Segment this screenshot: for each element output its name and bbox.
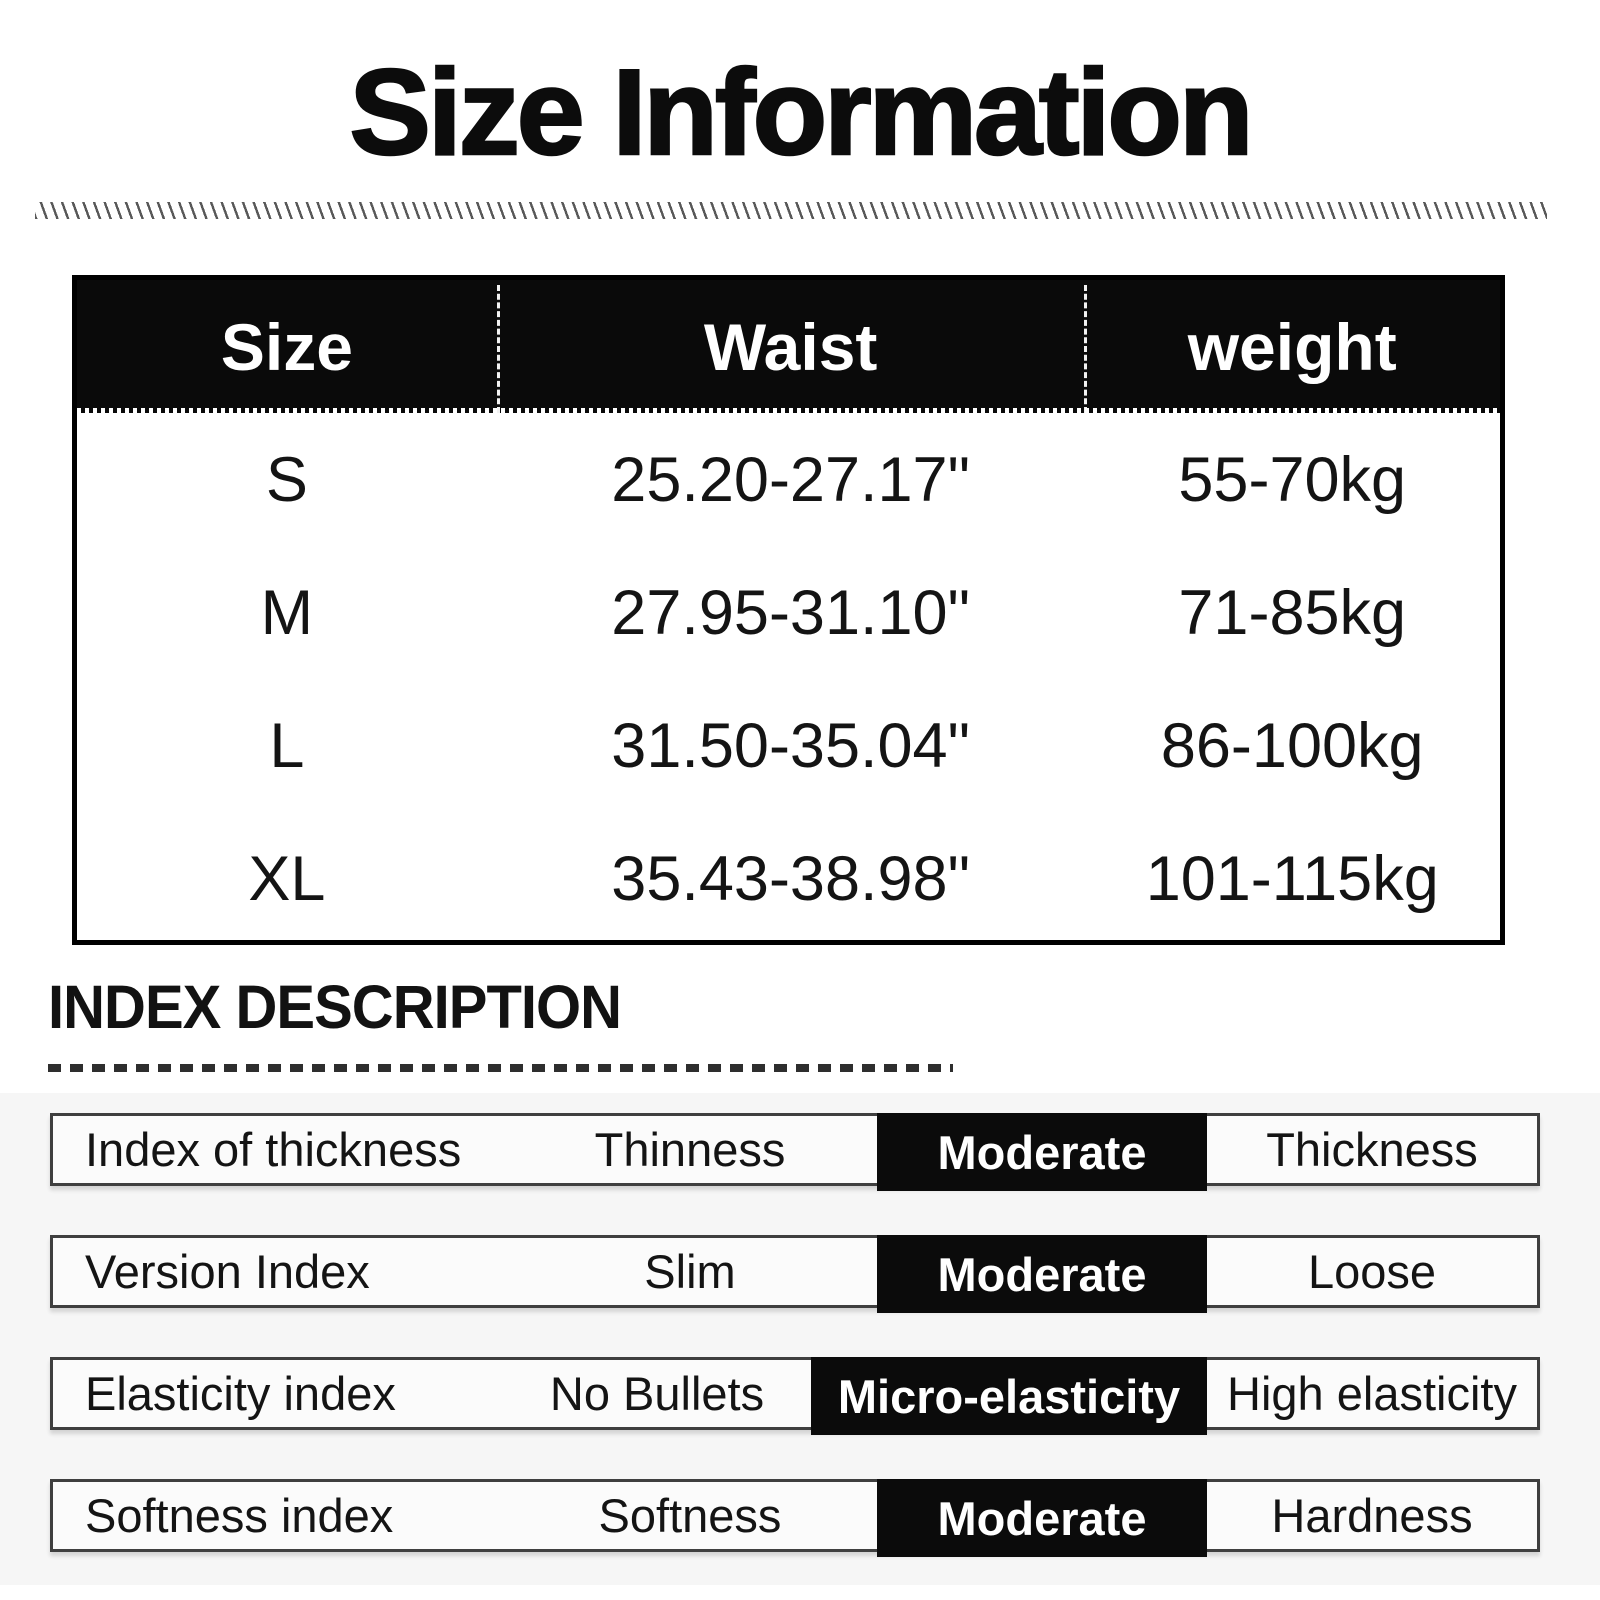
index-row-label: Version Index — [85, 1245, 370, 1298]
index-option: Loose — [1307, 1245, 1437, 1298]
weight-cell: 71-85kg — [1178, 577, 1407, 648]
index-option-selected: Micro-elasticity — [811, 1357, 1207, 1435]
column-header-waist: Waist — [703, 309, 878, 384]
header-divider — [1084, 285, 1087, 413]
table-row — [77, 812, 1500, 945]
dashed-divider — [48, 1064, 953, 1072]
waist-cell: 35.43-38.98" — [611, 843, 970, 914]
index-row-label: Index of thickness — [85, 1123, 462, 1176]
size-cell: XL — [248, 843, 326, 914]
weight-cell: 101-115kg — [1145, 843, 1439, 914]
index-row-label: Elasticity index — [85, 1367, 396, 1420]
weight-cell: 86-100kg — [1160, 710, 1424, 781]
index-row-thickness — [50, 1113, 1540, 1186]
index-option: Softness — [598, 1489, 782, 1542]
waist-cell: 27.95-31.10" — [611, 577, 970, 648]
size-table-header — [77, 280, 1500, 413]
index-row-version — [50, 1235, 1540, 1308]
column-header-size: Size — [220, 309, 353, 384]
size-table — [72, 275, 1505, 945]
index-option: Thickness — [1266, 1123, 1478, 1176]
index-option-selected: Moderate — [877, 1235, 1207, 1313]
table-row — [77, 546, 1500, 679]
index-option: Thinness — [594, 1123, 786, 1176]
table-row — [77, 679, 1500, 812]
page-title: Size Information — [349, 44, 1251, 180]
index-option-selected: Moderate — [877, 1113, 1207, 1191]
size-cell: S — [265, 444, 308, 515]
index-row-label: Softness index — [85, 1489, 394, 1542]
size-cell: L — [269, 710, 305, 781]
size-cell: M — [260, 577, 314, 648]
waist-cell: 25.20-27.17" — [611, 444, 970, 515]
index-option: No Bullets — [549, 1367, 765, 1420]
index-option: Hardness — [1271, 1489, 1473, 1542]
index-rows — [50, 1113, 1540, 1600]
index-option-selected: Moderate — [877, 1479, 1207, 1557]
hatch-divider — [35, 202, 1547, 219]
header-divider — [497, 285, 500, 413]
column-header-weight: weight — [1187, 309, 1397, 384]
index-option: Slim — [644, 1245, 736, 1298]
index-option: High elasticity — [1227, 1367, 1517, 1420]
waist-cell: 31.50-35.04" — [611, 710, 970, 781]
table-row — [77, 413, 1500, 546]
index-description-heading: INDEX DESCRIPTION — [48, 973, 622, 1041]
weight-cell: 55-70kg — [1178, 444, 1407, 515]
index-row-softness — [50, 1479, 1540, 1552]
index-row-elasticity — [50, 1357, 1540, 1430]
